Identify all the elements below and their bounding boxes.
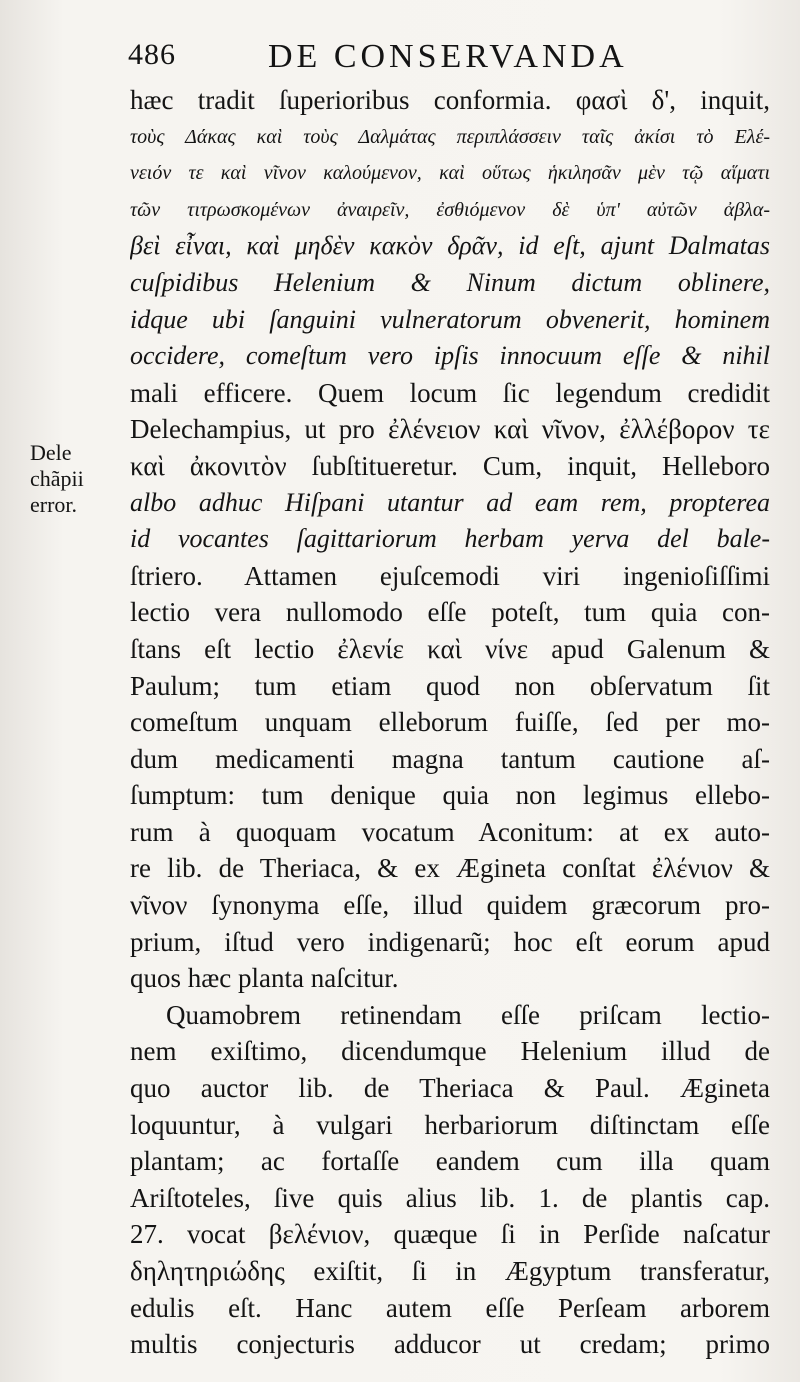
- text-line: 27. vocat βελένιον, quæque ſi in Perſide naſcatur: [130, 1219, 770, 1250]
- text-line: ſtriero. Attamen ejuſcemodi viri ingenioſiſſimi: [130, 560, 770, 591]
- text-line: δηλητηριώδης exiſtit, ſi in Ægyptum transferatur,: [130, 1256, 770, 1286]
- page-number: 486: [128, 38, 176, 71]
- text-line: hæc tradit ſuperioribus conformia. φασὶ δ', inquit,: [130, 85, 770, 115]
- text-line: ſtans eſt lectio ἐλενίε καὶ νίνε apud Galenum &: [130, 633, 770, 664]
- text-line: Paulum; tum etiam quod non obſervatum ſit: [130, 670, 770, 701]
- greek-text-line: νειόν τε καὶ νῖνον καλούμενον, καὶ οὕτως ἡκιλησᾶν μὲν τῷ αἵματι: [130, 162, 770, 185]
- text-line: re lib. de Theriaca, & ex Ægineta conſtat ἐλένιον &: [130, 853, 770, 884]
- marginal-note: [30, 440, 120, 518]
- text-line: edulis eſt. Hanc autem eſſe Perſeam arborem: [130, 1292, 770, 1323]
- body-text: [130, 82, 770, 1363]
- text-line: id vocantes ſagittariorum herbam yerva del bale-: [130, 524, 770, 554]
- text-line: Delechampius, ut pro ἐλένειον καὶ νῖνον, ἐλλέβορον τε: [130, 414, 770, 445]
- text-line: Quamobrem retinendam eſſe priſcam lectio-: [166, 999, 770, 1030]
- text-line: plantam; ac fortaſſe eandem cum illa quam: [130, 1146, 770, 1177]
- marginal-note-line: chãpii: [30, 466, 84, 491]
- text-line: idque ubi ſanguini vulneratorum obvenerit, hominem: [130, 304, 770, 334]
- text-line: multis conjecturis adducor ut credam; primo: [130, 1329, 770, 1360]
- marginal-note-line: error.: [30, 492, 78, 517]
- text-line: dum medicamenti magna tantum cautione aſ-: [130, 743, 770, 774]
- text-line: lectio vera nullomodo eſſe poteſt, tum quia con-: [130, 597, 770, 628]
- text-line: nem exiſtimo, dicendumque Helenium illud de: [130, 1036, 770, 1067]
- text-line: mali efficere. Quem locum ſic legendum credidit: [130, 377, 770, 408]
- text-line: quo auctor lib. de Theriaca & Paul. Ægineta: [130, 1073, 770, 1104]
- text-line: cuſpidibus Helenium & Ninum dictum oblinere,: [130, 267, 770, 297]
- text-line: βεὶ εἶναι, καὶ μηδὲν κακὸν δρᾶν, id eſt, ajunt Dalmatas: [130, 231, 770, 261]
- text-line: prium, iſtud vero indigenarũ; hoc eſt eorum apud: [130, 926, 770, 957]
- running-title: DE CONSERVANDA: [268, 38, 628, 75]
- text-line: comeſtum unquam elleborum fuiſſe, ſed per mo-: [130, 707, 770, 738]
- text-line: loquuntur, à vulgari herbariorum diſtinctam eſſe: [130, 1109, 770, 1140]
- text-line: Ariſtoteles, ſive quis alius lib. 1. de plantis cap.: [130, 1182, 770, 1213]
- text-line: καὶ ἀκονιτὸν ſubſtitueretur. Cum, inquit, Helleboro: [130, 450, 770, 481]
- text-line: ſumptum: tum denique quia non legimus ellebo-: [130, 780, 770, 811]
- marginal-note-line: Dele: [30, 440, 72, 465]
- text-line: νῖνον ſynonyma eſſe, illud quidem græcorum pro-: [130, 890, 770, 921]
- text-line: occidere, comeſtum vero ipſis innocuum eſſe & nihil: [130, 341, 770, 371]
- text-line: albo adhuc Hiſpani utantur ad eam rem, propterea: [130, 487, 770, 517]
- greek-text-line: τῶν τιτρωσκομένων ἀναιρεῖν, ἐσθιόμενον δὲ ὑπ' αὐτῶν ἀβλα-: [130, 198, 770, 221]
- page-header: [128, 38, 768, 82]
- text-line: quos hæc planta naſcitur.: [130, 963, 399, 994]
- greek-text-line: τοὺς Δάκας καὶ τοὺς Δαλμάτας περιπλάσσειν ταῖς ἀκίσι τὸ Ελέ-: [130, 125, 770, 148]
- text-line: rum à quoquam vocatum Aconitum: at ex auto-: [130, 816, 770, 847]
